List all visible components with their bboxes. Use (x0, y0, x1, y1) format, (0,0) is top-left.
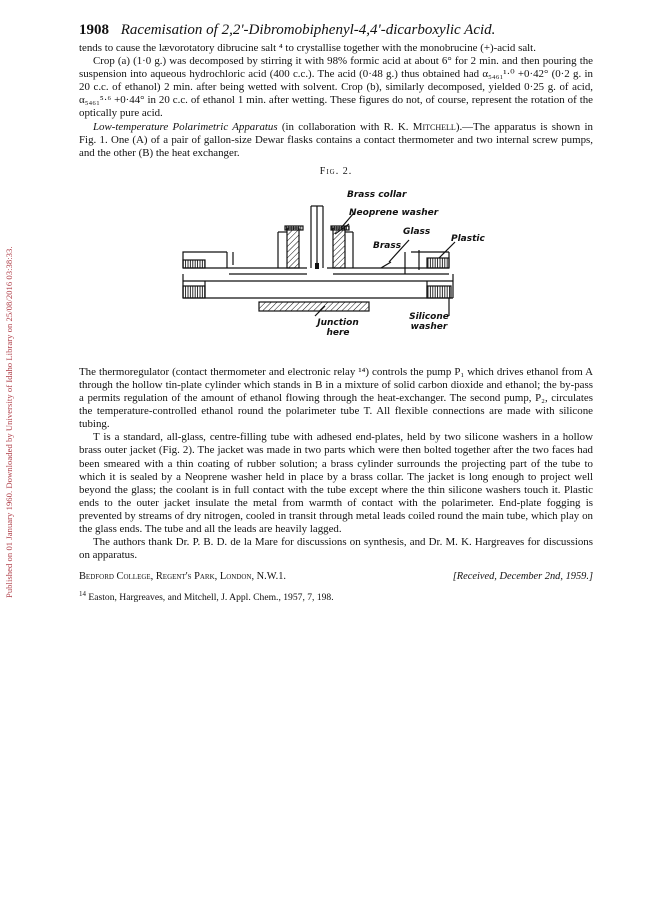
paragraph-2: Crop (a) (1·0 g.) was decomposed by stirring it with 98% formic acid at about 6° for 2 min. and then pouring the suspension into aqueous hydrochloric acid (400 c.c.). The acid (0·48 g.) thus obtained had α₅₄₆₁¹·⁰ +0·42° (0·2 g. in 20 c.c. of ethanol) 2 min. after being wetted with solvent. Crop (b), similarly decomposed, yielded 0·25 g. of acid, α₅₄₆₁⁵·⁶ +0·44° in 20 c.c. of ethanol 1 min. after wetting. These figures do not, of course, represent the rotation of the optically pure acid. (79, 55, 593, 120)
brass-collar-right (333, 228, 345, 268)
page (79, 20, 593, 604)
upper-right-end-plate (427, 258, 449, 268)
label-brass: Brass (373, 240, 402, 251)
label-plastic: Plastic (451, 233, 485, 244)
footnote-text: Easton, Hargreaves, and Mitchell, J. Appl. Chem., 1957, 7, 198. (86, 592, 334, 604)
paragraph-3-body: ).—The apparatus is shown in Fig. 1. One (A) of a pair of gallon-size Dewar flasks contains a contact thermometer and two internal screw pumps, and the other (B) the heat exchanger. (79, 120, 594, 159)
collab-pre: (in collaboration with R. K. (277, 120, 413, 133)
received-date: [Received, December 2nd, 1959.] (452, 571, 593, 583)
page-header (79, 20, 593, 40)
figure-caption: Fig. 2. (319, 165, 353, 177)
running-title: Racemisation of 2,2'-Dibromobiphenyl-4,4'-dicarboxylic Acid. (120, 22, 496, 38)
label-silicone-washer: Silicone washer (409, 311, 449, 332)
label-junction: Junction here (317, 317, 359, 338)
label-brass-collar: Brass collar (347, 189, 407, 200)
brass-collar-left (287, 228, 299, 268)
institution: Bedford College, Regent's Park, London, N.W.1. (79, 571, 287, 583)
label-neoprene-washer: Neoprene washer (349, 207, 439, 218)
side-note-text: Published on 01 January 1960. Downloaded by University of Idaho Library on 25/08/2016 03:38:33. (4, 246, 14, 598)
page-number: 1908 (79, 22, 109, 38)
lower-left-end-plate (183, 286, 205, 298)
paragraph-1: tends to cause the lævorotatory dibrucine salt ⁴ to crystallise together with the monobrucine (+)-acid salt. (79, 42, 536, 54)
paragraph-4: The thermoregulator (contact thermometer and electronic relay ¹⁴) controls the pump P₁ which drives ethanol from A through the hollow tin-plate cylinder which stands in B in a mixture of solid carbon dioxide and ethanol; the by-pass a permits regulation of the amount of ethanol flowing through the heat-exchanger. The second pump, P₂, circulates the temperature-controlled ethanol round the polarimeter tube T. All flexible connections are made with silicone tubing. (79, 365, 593, 431)
section-title: Low-temperature Polarimetric Apparatus (93, 120, 278, 133)
upper-left-end-plate (183, 260, 205, 268)
paragraph-3 (79, 121, 593, 160)
paragraph-5: T is a standard, all-glass, centre-filling tube with adhesed end-plates, held by two silicone washers in a hollow brass outer jacket (Fig. 2). The jacket was made in two parts which were then bolted together after the two faces had been smeared with a thin coating of rubber solution; a brass cylinder surrounds the projecting part of the tube to which it is sealed by a Neoprene washer held in place by a brass collar. The jacket is long enough to project well beyond the glass; the coolant is in full contact with the tube except where the thin silicone washers touch it. Plastic ends to the outer jacket insulate the metal from warmth of contact with the polarimeter. End-plate fogging is prevented by streams of dry nitrogen, cooled in transit through metal leads coiled round the main tube, which play on the glass ends. The tube and all the leads are heavily lagged. (79, 431, 593, 535)
footnote-number: 14 (79, 590, 86, 599)
collab-name: Mitchell (412, 120, 456, 133)
body-text (79, 42, 593, 562)
lower-hatched-band (259, 302, 369, 311)
acknowledgement: The authors thank Dr. P. B. D. de la Mare for discussions on synthesis, and Dr. M. K. Hargreaves for discussions on apparatus. (79, 536, 593, 562)
lower-right-end-plate (427, 286, 451, 298)
footnote (79, 592, 593, 604)
label-glass: Glass (403, 226, 431, 237)
side-note (4, 130, 14, 600)
figure-2 (79, 166, 593, 361)
address-line (79, 570, 593, 583)
